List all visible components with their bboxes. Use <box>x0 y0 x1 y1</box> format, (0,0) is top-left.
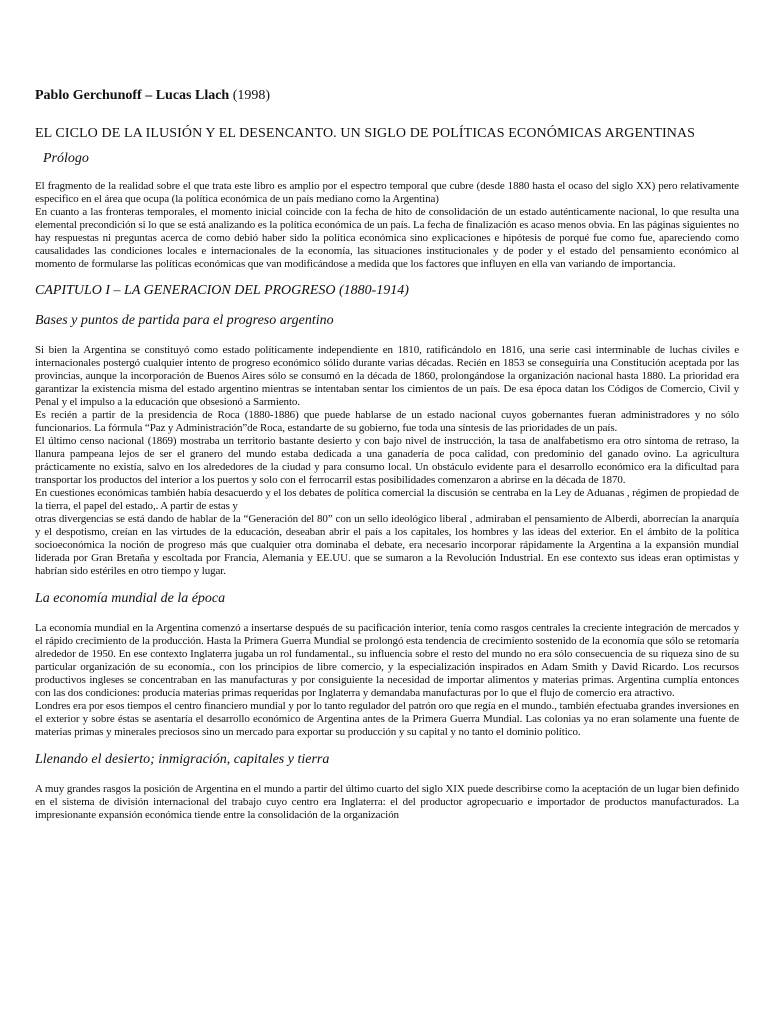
section-paragraph: Si bien la Argentina se constituyó como estado políticamente independiente en 1810, ratificándolo en 1816, una serie casi interminable de luchas civiles e internacionales postergó cualquier intento de progreso económico sólido durante varias décadas. Recién en 1853 se conseguiría una Constitución aceptada por las provincias, aunque la incorporación de Buenos Aires sólo se consumó en la década de 1860, prolongándose la organización nacional hasta 1880. La prioridad era garantizar la existencia misma del estado argentino mientras se intentaban sentar los cimientos de un país. De esa época datan los Códigos de Comercio, Civil y Penal y el impulso a la educación que obsesionó a Sarmiento. <box>35 344 739 408</box>
publication-year: (1998) <box>232 88 271 103</box>
authors: Pablo Gerchunoff – Lucas Llach <box>35 88 230 103</box>
book-title: EL CICLO DE LA ILUSIÓN Y EL DESENCANTO. UN SIGLO DE POLÍTICAS ECONÓMICAS ARGENTINAS <box>35 126 696 141</box>
prologo-paragraph: El fragmento de la realidad sobre el que trata este libro es amplio por el espectro temporal que cubre (desde 1880 hasta el ocaso del siglo XX) pero relativamente especifico en el área que ocupa (la política económica de un país mediano como la Argentina) <box>35 180 739 205</box>
section-heading: Bases y puntos de partida para el progreso argentino <box>35 313 334 328</box>
document-content <box>35 88 739 822</box>
section-paragraph: En cuestiones económicas también había desacuerdo y el los debates de política comercial la discusión se centraba en la Ley de Aduanas , régimen de propiedad de la tierra, el papel del estado,. A partir de estas y <box>35 487 739 512</box>
section-paragraph: A muy grandes rasgos la posición de Argentina en el mundo a partir del último cuarto del siglo XIX puede describirse como la aceptación de un lugar bien definido en el sistema de división internacional del trabajo cuyo centro era Inglaterra: el del productor agropecuario e importador de productos manufacturados. La impresionante expansión económica tiende entre la consolidación de la organización <box>35 783 739 821</box>
section-paragraph: otras divergencias se está dando de hablar de la “Generación del 80” con un sello ideológico liberal , admiraban el pensamiento de Alberdi, aborrecían la anarquía y el despotismo, creían en las virtudes de la educación, deseaban abrir el país a los capitales, los hombres y las ideas del exterior. En el ámbito de la política socioeconómica la noción de progreso más que cualquier otra dominaba el debate, era necesario incorporar rápidamente la Argentina a la expansión mundial liderada por Gran Bretaña y escoltada por Francia, Alemania y EE.UU. que se sumaron a la Revolución Industrial. En ese contexto sus ideas eran optimistas y habrían sido estériles en otro tiempo y lugar. <box>35 513 739 577</box>
prologo-paragraph: En cuanto a las fronteras temporales, el momento inicial coincide con la fecha de hito de consolidación de un estado auténticamente nacional, lo que resulta una elemental precondición si lo que se está analizando es la política económica de un país. La fecha de finalización es acaso menos obvia. En las páginas siguientes no hay respuestas ni preguntas acerca de como debió haber sido la política económica sino explicaciones e hipótesis de porqué fue como fue, apareciendo como causalidades las condiciones locales e internacionales de la economía, las situaciones institucionales y de poder y el estado del pensamiento económico al momento de formularse las políticas económicas que van modificándose a medida que los factores que influyen en ella van variando de importancia. <box>35 206 739 270</box>
section-paragraph: La economía mundial en la Argentina comenzó a insertarse después de su pacificación interior, tenía como rasgos centrales la creciente integración de mercados y el rápido crecimiento de la producción. Hasta la Primera Guerra Mundial se prolongó esta tendencia de crecimiento sostenido de la economía que sólo se retomaría alrededor de 1950. En ese contexto Inglaterra jugaba un rol fundamental., su influencia sobre el resto del mundo no era sólo consecuencia de su riqueza sino de su particular organización de su economía., con los principios de libre comercio, y la especialización inspirados en Adam Smith y David Ricardo. Los recursos productivos ingleses se concentraban en las manufacturas y por consiguiente la necesidad de importar alimentos y materias primas. Argentina cumplía entonces con las dos condiciones: producía materias primas requeridas por Inglaterra y demandaba manufacturas por lo que el flujo de comercio era atractivo. <box>35 622 739 699</box>
section-paragraph: Es recién a partir de la presidencia de Roca (1880-1886) que puede hablarse de un estado nacional cuyos gobernantes fueran administradores y no sólo funcionarios. La fórmula “Paz y Administración”de Roca, estandarte de su gobierno, fue toda una síntesis de las prioridades de un país. <box>35 409 739 434</box>
author-line <box>35 88 739 104</box>
section-heading: La economía mundial de la época <box>35 591 226 606</box>
section-paragraph: El último censo nacional (1869) mostraba un territorio bastante desierto y con bajo nivel de instrucción, la tasa de analfabetismo era otro síntoma de retraso, la llanura pampeana lejos de ser el granero del mundo estaba dedicada a una ganadería de poca calidad, con predominio del ganado ovino. La agricultura prácticamente no existía, salvo en los alrededores de la ciudad y para consumo local. Un obstáculo evidente para el desarrollo económico era la dificultad para transportar los productos del interior a los puertos y solo con el ferrocarril estas posibilidades comenzaron a abrirse en la década de 1870. <box>35 435 739 486</box>
section-heading: Llenando el desierto; inmigración, capitales y tierra <box>35 752 330 767</box>
section-paragraph: Londres era por esos tiempos el centro financiero mundial y por lo tanto regulador del patrón oro que regía en el mundo., también efectuaba grandes inversiones en el exterior y sobre éstas se asentaría el desarrollo económico de Argentina antes de la Primera Guerra Mundial. Las colonias ya no eran solamente una fuente de materias primas y minerales preciosos sino un mercado para exportar su producción y su capital y no tanto el dominio político. <box>35 700 739 738</box>
chapter-title: CAPITULO I – LA GENERACION DEL PROGRESO (1880-1914) <box>35 283 409 298</box>
prologo-heading: Prólogo <box>43 151 89 166</box>
